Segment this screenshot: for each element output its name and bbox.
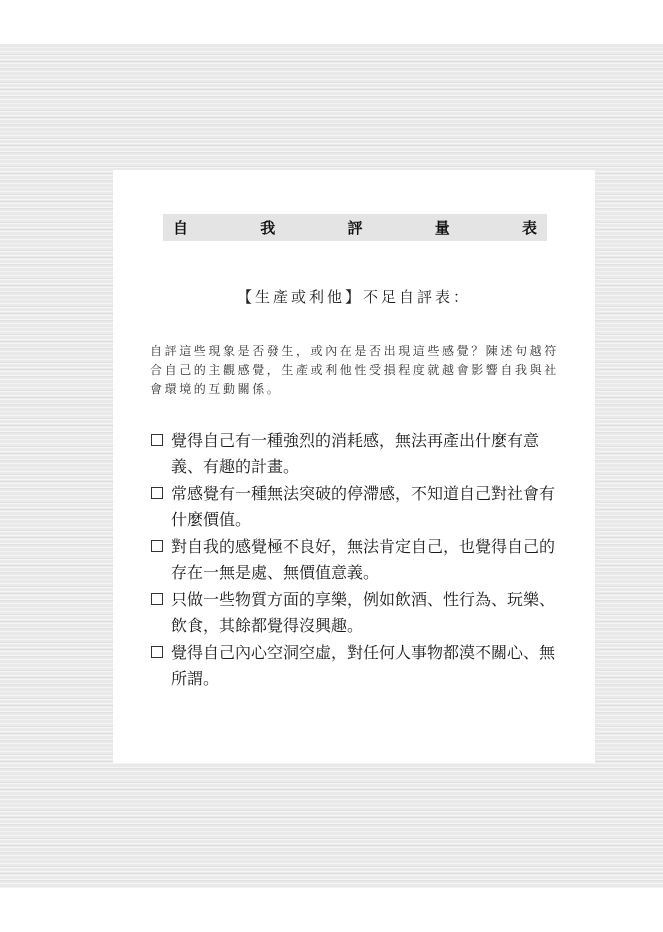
title-char: 我 <box>260 219 276 237</box>
checklist-item-text: 只做一些物質方面的享樂，例如飲酒、性行為、玩樂、飲食，其餘都覺得沒興趣。 <box>171 590 556 635</box>
checkbox[interactable] <box>151 487 163 499</box>
checklist-item <box>149 481 569 533</box>
intro-text: 自評這些現象是否發生，或內在是否出現這些感覺？陳述句越符合自己的主觀感覺，生產或利他性受損程度就越會影響自我與社會環境的互動關係。 <box>150 344 559 396</box>
checklist-item-text: 覺得自己內心空洞空虛，對任何人事物都漠不關心、無所謂。 <box>171 643 556 688</box>
checkbox[interactable] <box>151 434 163 446</box>
checklist-item <box>149 587 569 639</box>
checklist-item-text: 常感覺有一種無法突破的停滯感，不知道自己對社會有什麼價值。 <box>171 484 556 529</box>
checklist-item <box>149 428 569 480</box>
checkbox[interactable] <box>151 593 163 605</box>
title-bar <box>163 214 547 241</box>
checklist-item-text: 覺得自己有一種強烈的消耗感，無法再產出什麼有意義、有趣的計畫。 <box>171 431 540 476</box>
checkbox[interactable] <box>151 540 163 552</box>
title-char: 評 <box>347 219 363 237</box>
subtitle: 【生產或利他】不足自評表： <box>236 288 471 306</box>
title-char: 自 <box>173 219 189 237</box>
checklist-item <box>149 534 569 586</box>
title-char: 表 <box>521 219 537 237</box>
checklist <box>149 428 569 693</box>
checklist-item <box>149 640 569 692</box>
self-assessment-card <box>113 170 595 763</box>
title-char: 量 <box>434 219 450 237</box>
checklist-item-text: 對自我的感覺極不良好，無法肯定自己，也覺得自己的存在一無是處、無價值意義。 <box>171 537 556 582</box>
checkbox[interactable] <box>151 646 163 658</box>
